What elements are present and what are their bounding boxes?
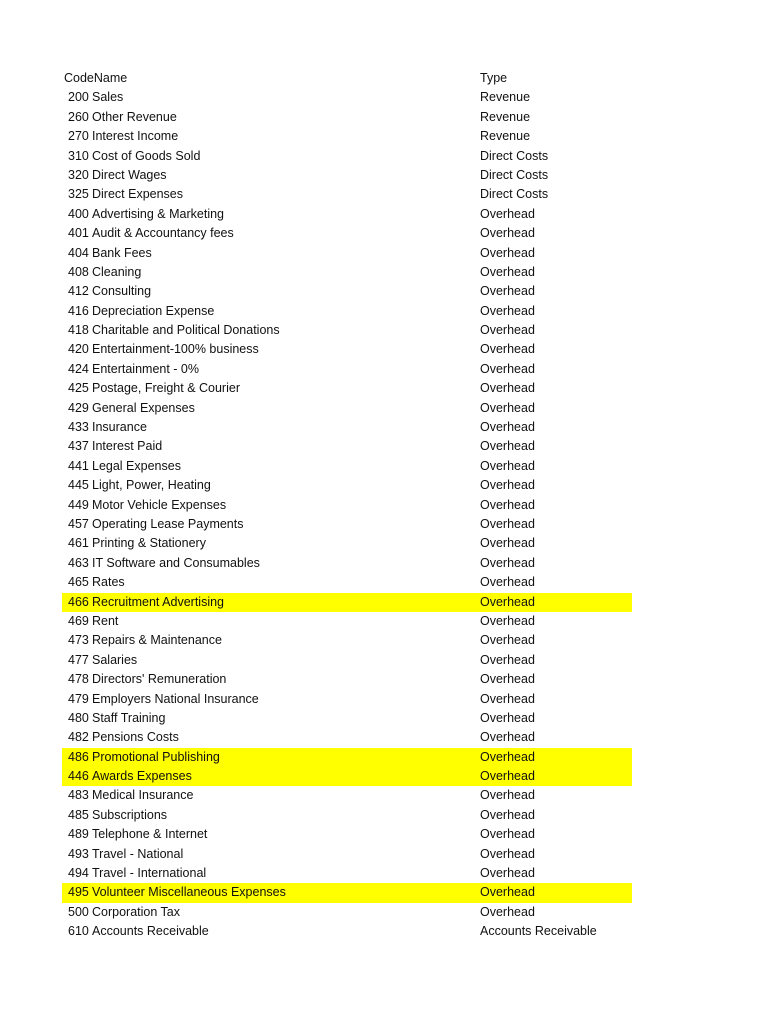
account-code: 494 xyxy=(68,866,89,881)
account-type: Overhead xyxy=(480,575,535,590)
table-row xyxy=(62,728,632,747)
account-type: Overhead xyxy=(480,769,535,784)
table-row xyxy=(62,282,632,301)
account-code: 465 xyxy=(68,575,89,590)
account-name: Motor Vehicle Expenses xyxy=(92,497,227,512)
account-name: Consulting xyxy=(92,284,152,299)
account-type: Overhead xyxy=(480,846,535,861)
account-type: Overhead xyxy=(480,827,535,842)
table-row xyxy=(62,88,632,107)
codename-column-header: CodeName xyxy=(64,71,128,85)
account-name: Recruitment Advertising xyxy=(92,594,225,609)
account-code: 424 xyxy=(68,361,89,376)
account-code: 437 xyxy=(68,439,89,454)
account-code: 420 xyxy=(68,342,89,357)
table-row xyxy=(62,185,632,204)
account-code: 325 xyxy=(68,187,89,202)
table-row-highlighted xyxy=(62,767,632,786)
account-name: Corporation Tax xyxy=(92,904,181,919)
account-type: Overhead xyxy=(480,652,535,667)
account-name: Operating Lease Payments xyxy=(92,516,244,531)
account-name: Cleaning xyxy=(92,264,142,279)
account-code: 429 xyxy=(68,400,89,415)
table-row xyxy=(62,651,632,670)
table-row xyxy=(62,554,632,573)
account-code: 479 xyxy=(68,691,89,706)
account-name: Other Revenue xyxy=(92,109,177,124)
table-row xyxy=(62,457,632,476)
account-code: 446 xyxy=(68,769,89,784)
account-type: Overhead xyxy=(480,594,535,609)
account-type: Overhead xyxy=(480,381,535,396)
account-type: Overhead xyxy=(480,555,535,570)
account-name: Direct Wages xyxy=(92,167,167,182)
account-type: Overhead xyxy=(480,904,535,919)
account-type: Direct Costs xyxy=(480,187,549,202)
account-code: 485 xyxy=(68,807,89,822)
table-row xyxy=(62,496,632,515)
account-type: Overhead xyxy=(480,691,535,706)
account-code: 463 xyxy=(68,555,89,570)
account-name: Cost of Goods Sold xyxy=(92,148,201,163)
account-name: Awards Expenses xyxy=(92,769,192,784)
account-type: Overhead xyxy=(480,497,535,512)
account-code: 466 xyxy=(68,594,89,609)
table-row xyxy=(62,922,632,941)
account-name: Accounts Receivable xyxy=(92,924,209,939)
account-name: Printing & Stationery xyxy=(92,536,206,551)
table-row xyxy=(62,573,632,592)
account-type: Overhead xyxy=(480,807,535,822)
account-name: Salaries xyxy=(92,652,138,667)
table-row xyxy=(62,108,632,127)
account-type: Overhead xyxy=(480,613,535,628)
account-type: Overhead xyxy=(480,303,535,318)
account-code: 418 xyxy=(68,323,89,338)
account-code: 486 xyxy=(68,749,89,764)
table-row-highlighted xyxy=(62,748,632,767)
account-type: Overhead xyxy=(480,226,535,241)
table-row xyxy=(62,224,632,243)
account-name: Postage, Freight & Courier xyxy=(92,381,240,396)
account-name: Interest Income xyxy=(92,129,179,144)
table-row xyxy=(62,244,632,263)
account-code: 200 xyxy=(68,90,89,105)
table-row xyxy=(62,825,632,844)
account-name: Travel - National xyxy=(92,846,184,861)
account-code: 473 xyxy=(68,633,89,648)
account-name: Light, Power, Heating xyxy=(92,478,211,493)
account-name: Repairs & Maintenance xyxy=(92,633,222,648)
account-code: 500 xyxy=(68,904,89,919)
account-code: 433 xyxy=(68,420,89,435)
account-code: 478 xyxy=(68,672,89,687)
account-type: Overhead xyxy=(480,866,535,881)
account-code: 610 xyxy=(68,924,89,939)
table-row xyxy=(62,690,632,709)
account-code: 441 xyxy=(68,458,89,473)
account-name: Telephone & Internet xyxy=(92,827,208,842)
account-code-table xyxy=(62,69,632,942)
table-row xyxy=(62,806,632,825)
table-row xyxy=(62,302,632,321)
table-row xyxy=(62,340,632,359)
account-code: 320 xyxy=(68,167,89,182)
account-code: 457 xyxy=(68,516,89,531)
table-row-highlighted xyxy=(62,593,632,612)
account-name: General Expenses xyxy=(92,400,195,415)
account-type: Overhead xyxy=(480,284,535,299)
account-name: Staff Training xyxy=(92,710,166,725)
account-name: Rent xyxy=(92,613,119,628)
account-name: Legal Expenses xyxy=(92,458,181,473)
account-name: Depreciation Expense xyxy=(92,303,215,318)
account-type: Accounts Receivable xyxy=(480,924,597,939)
account-name: Audit & Accountancy fees xyxy=(92,226,234,241)
account-code: 260 xyxy=(68,109,89,124)
account-type: Overhead xyxy=(480,323,535,338)
account-name: Employers National Insurance xyxy=(92,691,259,706)
table-row xyxy=(62,845,632,864)
table-row xyxy=(62,786,632,805)
account-code: 401 xyxy=(68,226,89,241)
account-type: Overhead xyxy=(480,672,535,687)
account-name: Rates xyxy=(92,575,125,590)
table-row xyxy=(62,166,632,185)
account-name: Direct Expenses xyxy=(92,187,184,202)
account-type: Revenue xyxy=(480,129,531,144)
account-type: Overhead xyxy=(480,420,535,435)
account-name: Pensions Costs xyxy=(92,730,179,745)
account-name: Volunteer Miscellaneous Expenses xyxy=(92,885,286,900)
account-name: Travel - International xyxy=(92,866,207,881)
account-name: Sales xyxy=(92,90,124,105)
account-type: Overhead xyxy=(480,730,535,745)
account-code: 461 xyxy=(68,536,89,551)
account-type: Overhead xyxy=(480,536,535,551)
account-code: 412 xyxy=(68,284,89,299)
account-code: 493 xyxy=(68,846,89,861)
account-code: 270 xyxy=(68,129,89,144)
table-row xyxy=(62,263,632,282)
table-row xyxy=(62,437,632,456)
account-type: Overhead xyxy=(480,788,535,803)
account-name: Subscriptions xyxy=(92,807,168,822)
account-code: 480 xyxy=(68,710,89,725)
account-type: Overhead xyxy=(480,400,535,415)
table-row xyxy=(62,612,632,631)
account-code: 449 xyxy=(68,497,89,512)
account-name: Interest Paid xyxy=(92,439,163,454)
table-row xyxy=(62,903,632,922)
account-code: 445 xyxy=(68,478,89,493)
account-name: IT Software and Consumables xyxy=(92,555,260,570)
account-type: Overhead xyxy=(480,361,535,376)
account-type: Overhead xyxy=(480,516,535,531)
account-type: Revenue xyxy=(480,90,531,105)
table-header-row xyxy=(62,69,632,88)
account-type: Overhead xyxy=(480,206,535,221)
account-type: Overhead xyxy=(480,439,535,454)
account-name: Charitable and Political Donations xyxy=(92,323,280,338)
table-row xyxy=(62,864,632,883)
account-name: Medical Insurance xyxy=(92,788,194,803)
table-row xyxy=(62,127,632,146)
table-row xyxy=(62,515,632,534)
table-body xyxy=(62,88,632,941)
account-code: 482 xyxy=(68,730,89,745)
account-name: Directors' Remuneration xyxy=(92,672,227,687)
account-code: 310 xyxy=(68,148,89,163)
table-row xyxy=(62,476,632,495)
account-name: Entertainment - 0% xyxy=(92,361,199,376)
account-code: 483 xyxy=(68,788,89,803)
table-row xyxy=(62,360,632,379)
account-type: Overhead xyxy=(480,245,535,260)
type-column-header: Type xyxy=(480,71,508,85)
account-code: 416 xyxy=(68,303,89,318)
table-row xyxy=(62,534,632,553)
account-name: Entertainment-100% business xyxy=(92,342,259,357)
table-row xyxy=(62,670,632,689)
account-name: Insurance xyxy=(92,420,147,435)
table-row xyxy=(62,379,632,398)
account-type: Overhead xyxy=(480,885,535,900)
account-code: 408 xyxy=(68,264,89,279)
account-code: 400 xyxy=(68,206,89,221)
account-code: 404 xyxy=(68,245,89,260)
account-name: Promotional Publishing xyxy=(92,749,220,764)
account-type: Revenue xyxy=(480,109,531,124)
account-code: 477 xyxy=(68,652,89,667)
table-row xyxy=(62,205,632,224)
account-code: 489 xyxy=(68,827,89,842)
table-row xyxy=(62,418,632,437)
account-type: Overhead xyxy=(480,749,535,764)
table-row xyxy=(62,709,632,728)
account-name: Bank Fees xyxy=(92,245,152,260)
account-type: Overhead xyxy=(480,342,535,357)
account-type: Overhead xyxy=(480,710,535,725)
account-type: Overhead xyxy=(480,458,535,473)
table-row-highlighted xyxy=(62,883,632,902)
table-row xyxy=(62,631,632,650)
account-code: 495 xyxy=(68,885,89,900)
account-type: Overhead xyxy=(480,264,535,279)
account-type: Overhead xyxy=(480,478,535,493)
table-row xyxy=(62,147,632,166)
account-type: Overhead xyxy=(480,633,535,648)
account-name: Advertising & Marketing xyxy=(92,206,225,221)
account-code: 425 xyxy=(68,381,89,396)
account-code: 469 xyxy=(68,613,89,628)
account-type: Direct Costs xyxy=(480,148,549,163)
table-row xyxy=(62,399,632,418)
account-type: Direct Costs xyxy=(480,167,549,182)
table-row xyxy=(62,321,632,340)
